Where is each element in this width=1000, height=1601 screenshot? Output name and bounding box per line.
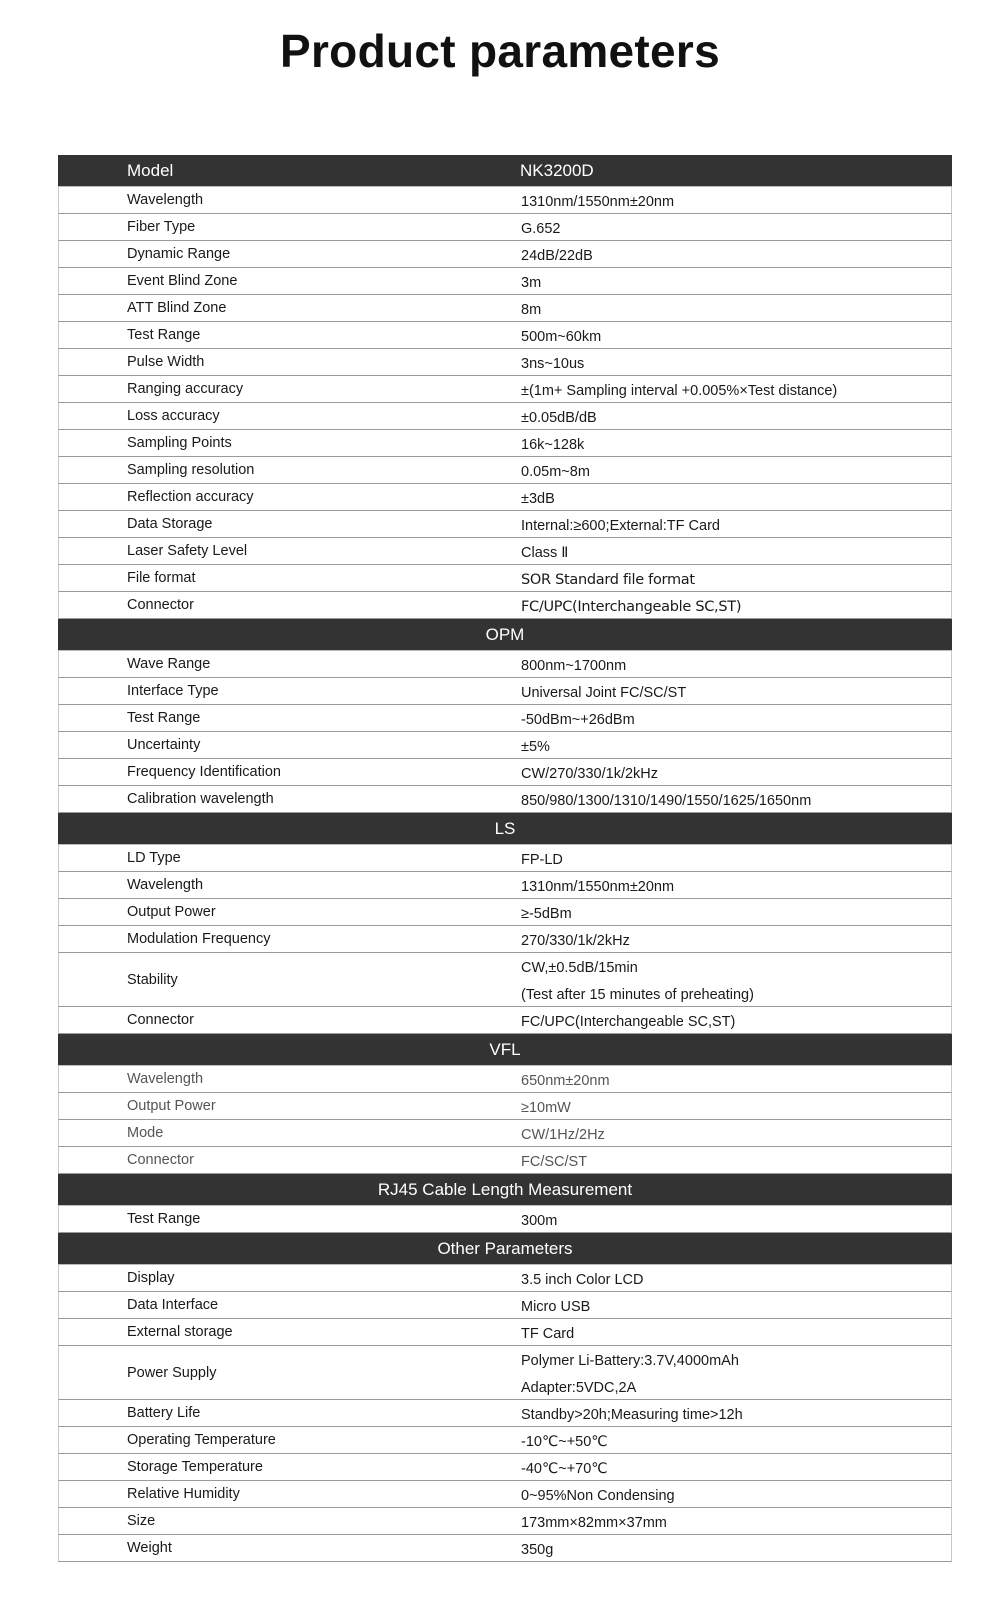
row-value: 3m [521, 275, 542, 291]
table-row [58, 268, 952, 295]
table-row [58, 1319, 952, 1346]
table-row-power-supply [58, 1346, 952, 1400]
row-label: Display [127, 1270, 175, 1286]
row-label: Test Range [127, 327, 201, 343]
row-value: G.652 [521, 221, 561, 237]
row-value: TF Card [521, 1326, 575, 1342]
table-row [58, 1481, 952, 1508]
table-row [58, 322, 952, 349]
row-label: Event Blind Zone [127, 273, 238, 289]
otdr-group [58, 187, 952, 619]
row-label: Test Range [127, 1211, 201, 1227]
row-label: Relative Humidity [127, 1486, 240, 1502]
spec-table [58, 155, 952, 1562]
table-row [58, 214, 952, 241]
table-row-stability [58, 953, 952, 1007]
table-row [58, 1292, 952, 1319]
ls-group [58, 845, 952, 1034]
row-label: Loss accuracy [127, 408, 220, 424]
row-value: ±(1m+ Sampling interval +0.005%×Test distance) [521, 383, 838, 399]
table-row [58, 759, 952, 786]
table-row [58, 1535, 952, 1562]
row-value: 270/330/1k/2kHz [521, 933, 630, 949]
row-value: 1310nm/1550nm±20nm [521, 879, 675, 895]
table-row [58, 295, 952, 322]
section-header-other: Other Parameters [58, 1233, 952, 1265]
table-row [58, 565, 952, 592]
table-row [58, 592, 952, 619]
table-row [58, 1454, 952, 1481]
row-value: SOR Standard file format [521, 572, 695, 588]
table-row [58, 187, 952, 214]
header-label: Model [127, 161, 174, 180]
row-label: External storage [127, 1324, 233, 1340]
row-label: Output Power [127, 904, 216, 920]
row-label: Data Storage [127, 516, 213, 532]
row-label: Sampling Points [127, 435, 232, 451]
table-row [58, 678, 952, 705]
row-value: ≥10mW [521, 1100, 571, 1116]
table-row [58, 1147, 952, 1174]
table-row [58, 1066, 952, 1093]
table-row [58, 511, 952, 538]
row-label: Storage Temperature [127, 1459, 263, 1475]
row-label: LD Type [127, 850, 181, 866]
table-row [58, 899, 952, 926]
row-label: Data Interface [127, 1297, 219, 1313]
table-row [58, 705, 952, 732]
vfl-group [58, 1066, 952, 1174]
table-row [58, 430, 952, 457]
row-label: Modulation Frequency [127, 931, 271, 947]
row-value: 0.05m~8m [521, 464, 590, 480]
table-row [58, 457, 952, 484]
row-label: Laser Safety Level [127, 543, 248, 559]
table-row [58, 732, 952, 759]
row-value: 173mm×82mm×37mm [521, 1515, 667, 1531]
row-value: Polymer Li-Battery:3.7V,4000mAh [521, 1353, 739, 1369]
row-label: Power Supply [127, 1365, 217, 1381]
row-value: 16k~128k [521, 437, 585, 453]
row-value: 8m [521, 302, 542, 318]
row-value: 1310nm/1550nm±20nm [521, 194, 675, 210]
table-row [58, 1508, 952, 1535]
row-value: 650nm±20nm [521, 1073, 610, 1089]
row-value: -40℃~+70℃ [521, 1461, 608, 1477]
section-header-rj45: RJ45 Cable Length Measurement [58, 1174, 952, 1206]
row-label: ATT Blind Zone [127, 300, 227, 316]
row-label: Operating Temperature [127, 1432, 276, 1448]
row-label: Connector [127, 1012, 194, 1028]
row-value: 350g [521, 1542, 554, 1558]
row-label: Stability [127, 972, 178, 988]
row-label: Connector [127, 597, 194, 613]
row-label: Wavelength [127, 877, 204, 893]
row-value: -10℃~+50℃ [521, 1434, 608, 1450]
table-row [58, 845, 952, 872]
rj45-group [58, 1206, 952, 1233]
row-label: Interface Type [127, 683, 219, 699]
row-label: Wavelength [127, 192, 204, 208]
row-value: 3ns~10us [521, 356, 585, 372]
row-value: ≥-5dBm [521, 906, 572, 922]
table-row [58, 786, 952, 813]
row-value: 0~95%Non Condensing [521, 1488, 675, 1504]
row-label: Weight [127, 1540, 172, 1556]
row-value: Class Ⅱ [521, 545, 569, 561]
table-row [58, 651, 952, 678]
row-label: File format [127, 570, 196, 586]
row-label: Pulse Width [127, 354, 205, 370]
row-label: Mode [127, 1125, 164, 1141]
row-value: 24dB/22dB [521, 248, 593, 264]
row-value: CW,±0.5dB/15min [521, 960, 638, 976]
row-value: Micro USB [521, 1299, 591, 1315]
row-value: 3.5 inch Color LCD [521, 1272, 644, 1288]
row-label: Connector [127, 1152, 194, 1168]
row-value: 800nm~1700nm [521, 658, 627, 674]
row-label: Ranging accuracy [127, 381, 244, 397]
table-row [58, 926, 952, 953]
section-header-opm: OPM [58, 619, 952, 651]
row-value: 300m [521, 1213, 558, 1229]
row-value-adapter: Adapter:5VDC,2A [521, 1380, 637, 1396]
row-label: Test Range [127, 710, 201, 726]
row-value: Internal:≥600;External:TF Card [521, 518, 720, 534]
row-value: FP-LD [521, 852, 563, 868]
table-row [58, 349, 952, 376]
table-row [58, 538, 952, 565]
row-label: Frequency Identification [127, 764, 281, 780]
row-label: Reflection accuracy [127, 489, 254, 505]
other-group [58, 1265, 952, 1562]
row-label: Battery Life [127, 1405, 201, 1421]
table-row [58, 1093, 952, 1120]
table-row [58, 376, 952, 403]
row-value: Universal Joint FC/SC/ST [521, 685, 687, 701]
header-value: NK3200D [520, 161, 594, 180]
row-value: FC/UPC(Interchangeable SC,ST) [521, 1014, 736, 1030]
table-row [58, 1206, 952, 1233]
row-label: Dynamic Range [127, 246, 231, 262]
row-label: Uncertainty [127, 737, 201, 753]
row-value: 500m~60km [521, 329, 602, 345]
row-value: Standby>20h;Measuring time>12h [521, 1407, 743, 1423]
table-row [58, 403, 952, 430]
row-value-note: (Test after 15 minutes of preheating) [521, 987, 754, 1003]
section-header-ls: LS [58, 813, 952, 845]
table-row [58, 241, 952, 268]
row-label: Sampling resolution [127, 462, 255, 478]
row-label: Wave Range [127, 656, 211, 672]
table-row [58, 872, 952, 899]
section-header-vfl: VFL [58, 1034, 952, 1066]
row-value: ±3dB [521, 491, 555, 507]
table-row [58, 484, 952, 511]
row-value: FC/UPC(Interchangeable SC,ST) [521, 599, 742, 615]
row-label: Calibration wavelength [127, 791, 274, 807]
row-label: Output Power [127, 1098, 216, 1114]
row-value: CW/270/330/1k/2kHz [521, 766, 659, 782]
opm-group [58, 651, 952, 813]
row-value: 850/980/1300/1310/1490/1550/1625/1650nm [521, 793, 812, 809]
table-row [58, 1007, 952, 1034]
row-label: Fiber Type [127, 219, 196, 235]
page-title: Product parameters [280, 25, 720, 77]
row-label: Wavelength [127, 1071, 204, 1087]
table-row [58, 1265, 952, 1292]
row-label: Size [127, 1513, 156, 1529]
row-value: FC/SC/ST [521, 1154, 588, 1170]
row-value: CW/1Hz/2Hz [521, 1127, 605, 1143]
row-value: -50dBm~+26dBm [521, 712, 635, 728]
row-value: ±5% [521, 739, 550, 755]
table-row [58, 1427, 952, 1454]
table-row [58, 1120, 952, 1147]
table-row [58, 1400, 952, 1427]
table-header [58, 155, 952, 187]
row-value: ±0.05dB/dB [521, 410, 597, 426]
